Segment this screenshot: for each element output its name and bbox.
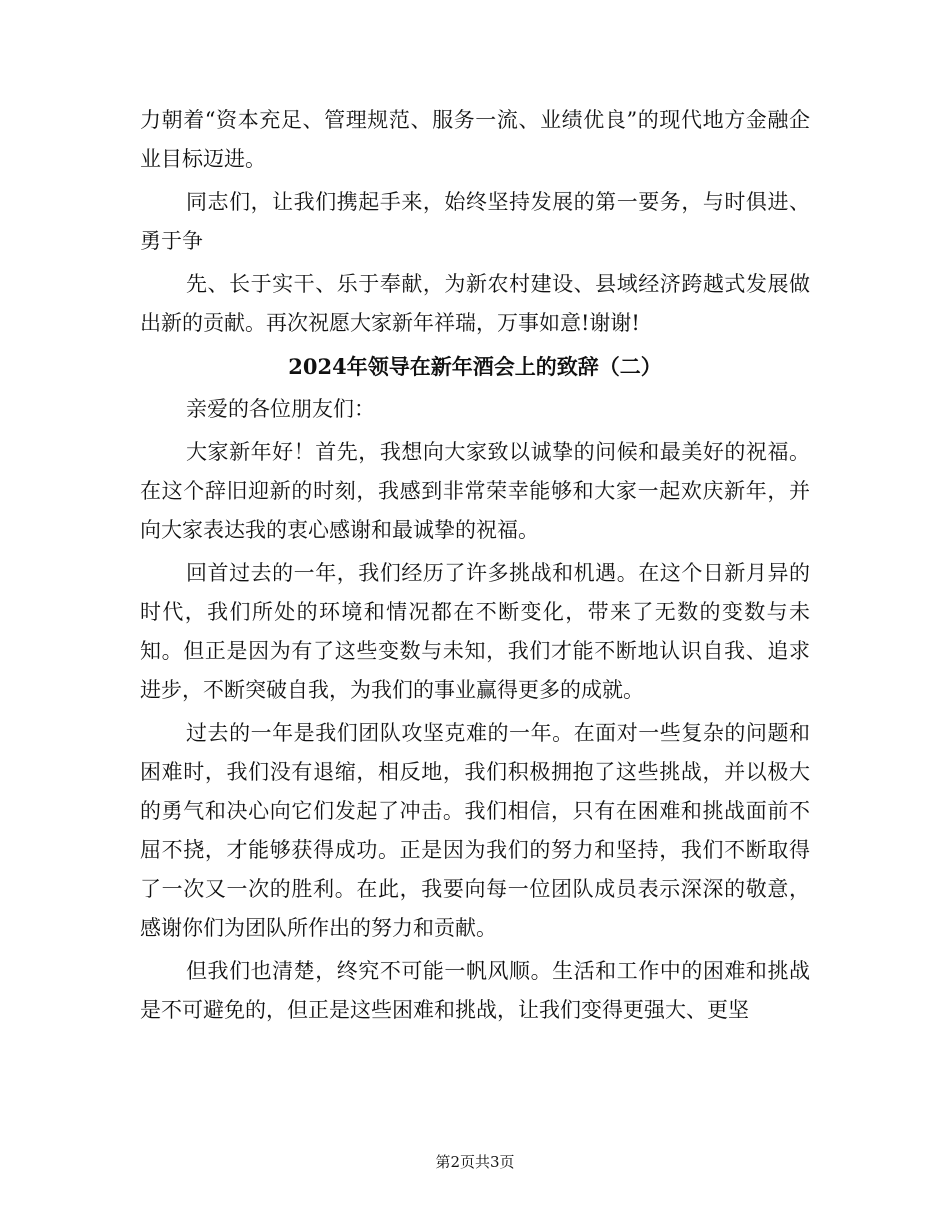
paragraph: 但我们也清楚，终究不可能一帆风顺。生活和工作中的困难和挑战是不可避免的，但正是这些困难和挑战，让我们变得更强大、更坚 [140, 959, 810, 1022]
salutation: 亲爱的各位朋友们： [186, 397, 375, 421]
page-footer: 第2页共3页 [435, 1153, 515, 1171]
paragraph: 过去的一年是我们团队攻坚克难的一年。在面对一些复杂的问题和困难时，我们没有退缩，相反地，我们积极拥抱了这些挑战，并以极大的勇气和决心向它们发起了冲击。我们相信，只有在困难和挑战面前不屈不挠，才能够获得成功。正是因为我们的努力和坚持，我们不断取得了一次又一次的胜利。在此，我要向每一位团队成员表示深深的敬意，感谢你们为团队所作出的努力和贡献。 [140, 721, 810, 940]
section-title: 2024年领导在新年酒会上的致辞（二） [288, 354, 662, 379]
paragraphs-after-title [140, 390, 810, 1030]
paragraph: 同志们，让我们携起手来，始终坚持发展的第一要务，与时俱进、勇于争 [140, 190, 810, 253]
paragraphs-before-title [140, 101, 810, 343]
paragraph: 大家新年好！首先，我想向大家致以诚挚的问候和最美好的祝福。在这个辞旧迎新的时刻，我感到非常荣幸能够和大家一起欢庆新年，并向大家表达我的衷心感谢和最诚挚的祝福。 [140, 440, 810, 542]
paragraph: 力朝着“资本充足、管理规范、服务一流、业绩优良”的现代地方金融企业目标迈进。 [140, 108, 810, 171]
document-body [140, 101, 810, 1034]
paragraph: 回首过去的一年，我们经历了许多挑战和机遇。在这个日新月异的时代，我们所处的环境和情况都在不断变化，带来了无数的变数与未知。但正是因为有了这些变数与未知，我们才能不断地认识自我、追求进步，不断突破自我，为我们的事业赢得更多的成就。 [140, 561, 810, 702]
paragraph: 先、长于实干、乐于奉献，为新农村建设、县域经济跨越式发展做出新的贡献。再次祝愿大家新年祥瑞，万事如意!谢谢! [140, 272, 810, 335]
